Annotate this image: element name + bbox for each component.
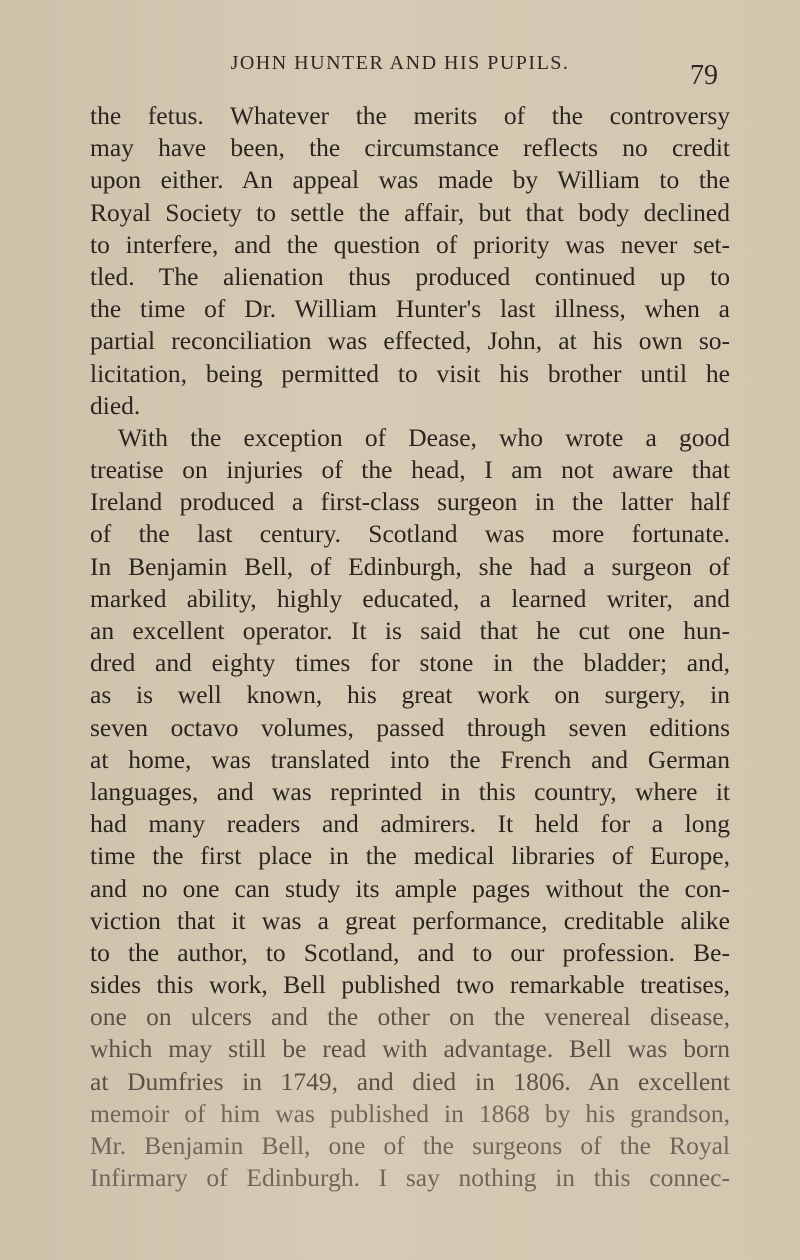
text-line: With the exception of Dease, who wrote a good bbox=[118, 422, 730, 452]
text-line: Infirmary of Edinburgh. I say nothing in this connec- bbox=[90, 1163, 730, 1193]
text-line: dred and eighty times for stone in the bladder; and, bbox=[90, 648, 730, 678]
text-line: memoir of him was published in 1868 by his grandson, bbox=[90, 1098, 730, 1128]
text-line: partial reconciliation was effected, John, at his own so- bbox=[90, 326, 730, 356]
text-line: languages, and was reprinted in this country, where it bbox=[90, 776, 730, 806]
text-line: viction that it was a great performance, creditable alike bbox=[90, 905, 730, 935]
text-line: an excellent operator. It is said that he cut one hun- bbox=[90, 616, 730, 645]
text-line: at home, was translated into the French and German bbox=[90, 744, 730, 774]
text-line: tled. The alienation thus produced continued up to bbox=[90, 261, 730, 291]
text-line: seven octavo volumes, passed through seven editions bbox=[90, 712, 730, 742]
text-line: the time of Dr. William Hunter's last illness, when a bbox=[90, 294, 730, 324]
text-line: died. bbox=[90, 390, 141, 420]
text-line: time the first place in the medical libraries of Europe, bbox=[90, 841, 730, 871]
text-line: Mr. Benjamin Bell, one of the surgeons of the Royal bbox=[90, 1131, 730, 1160]
text-line: of the last century. Scotland was more fortunate. bbox=[90, 519, 730, 549]
text-line: may have been, the circumstance reflects no credit bbox=[90, 133, 730, 163]
text-line: Ireland produced a first-class surgeon in the latter half bbox=[90, 487, 730, 517]
text-line: one on ulcers and the other on the venereal disease, bbox=[90, 1002, 730, 1032]
text-line: to the author, to Scotland, and to our profession. Be- bbox=[90, 937, 730, 967]
page-number: 79 bbox=[690, 60, 718, 91]
text-line: treatise on injuries of the head, I am not aware that bbox=[90, 455, 730, 485]
running-head: JOHN HUNTER AND HIS PUPILS. bbox=[230, 52, 570, 74]
text-line: which may still be read with advantage. Bell was born bbox=[90, 1034, 730, 1064]
text-line: marked ability, highly educated, a learned writer, and bbox=[90, 583, 730, 613]
text-line: at Dumfries in 1749, and died in 1806. An excellent bbox=[90, 1066, 730, 1096]
text-line: had many readers and admirers. It held for a long bbox=[90, 809, 730, 839]
text-line: and no one can study its ample pages without the con- bbox=[90, 873, 730, 903]
body-text bbox=[90, 100, 730, 1194]
text-line: upon either. An appeal was made by William to the bbox=[90, 165, 730, 195]
text-line: to interfere, and the question of priority was never set- bbox=[90, 229, 730, 259]
text-line: sides this work, Bell published two remarkable treatises, bbox=[90, 970, 730, 1000]
text-line: licitation, being permitted to visit his brother until he bbox=[90, 358, 730, 388]
text-line: as is well known, his great work on surgery, in bbox=[90, 680, 730, 710]
text-line: In Benjamin Bell, of Edinburgh, she had a surgeon of bbox=[90, 551, 730, 581]
text-line: the fetus. Whatever the merits of the controversy bbox=[90, 101, 730, 130]
text-line: Royal Society to settle the affair, but that body declined bbox=[90, 197, 730, 227]
